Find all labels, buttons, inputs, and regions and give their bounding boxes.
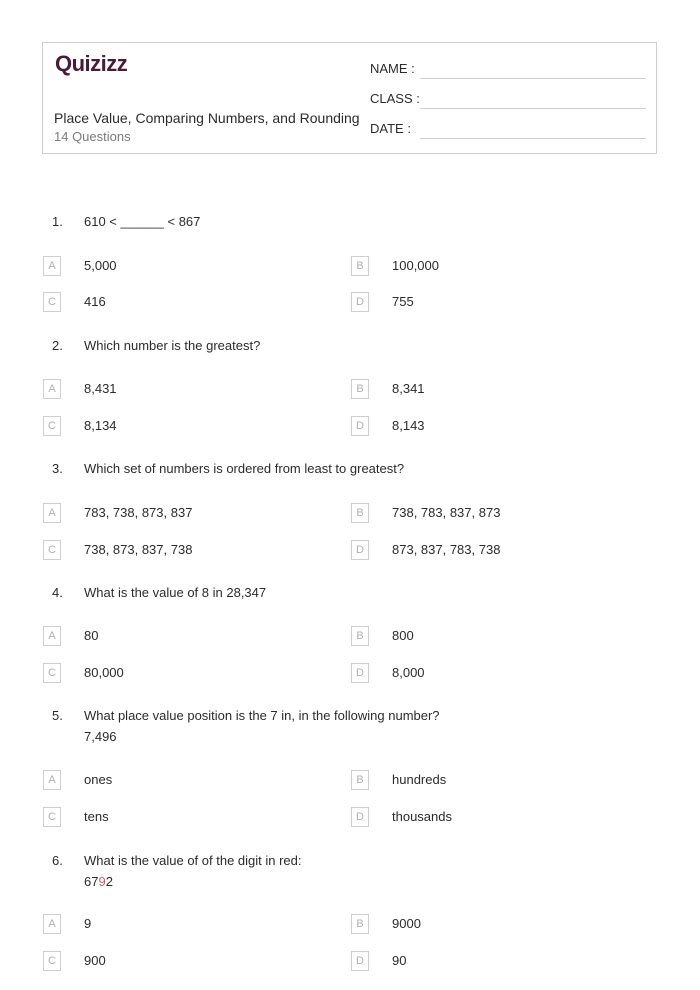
- worksheet-header: [42, 42, 657, 154]
- question-number: 6.: [52, 853, 63, 868]
- question-text: What is the value of 8 in 28,347: [84, 585, 267, 600]
- option-a-box: A: [43, 256, 61, 276]
- option-b-text: 100,000: [392, 258, 439, 273]
- option-a-box: A: [43, 503, 61, 523]
- option-b-box: B: [351, 503, 369, 523]
- option-c-text: 900: [84, 953, 106, 968]
- option-d-box: D: [351, 540, 369, 560]
- option-a-box: A: [43, 770, 61, 790]
- option-a-text: 9: [84, 916, 92, 931]
- worksheet-title: Place Value, Comparing Numbers, and Rounding: [54, 110, 360, 126]
- option-c-text: tens: [84, 809, 109, 824]
- name-line: [420, 78, 646, 79]
- option-c-box: C: [43, 807, 61, 827]
- question-text: 610 < ______ < 867: [84, 214, 201, 229]
- option-d-box: D: [351, 292, 369, 312]
- question-number-value: 7,496: [84, 729, 117, 744]
- option-d-text: 8,143: [392, 418, 425, 433]
- option-d-text: 90: [392, 953, 407, 968]
- red-digit: 9: [98, 874, 106, 889]
- date-line: [420, 138, 646, 139]
- question-number: 1.: [52, 214, 63, 229]
- option-a-box: A: [43, 914, 61, 934]
- question-number-value: [84, 874, 113, 889]
- option-a-text: 783, 738, 873, 837: [84, 505, 193, 520]
- option-a-text: 80: [84, 628, 99, 643]
- option-b-box: B: [351, 256, 369, 276]
- option-d-text: 755: [392, 294, 414, 309]
- option-b-box: B: [351, 626, 369, 646]
- option-b-text: 738, 783, 837, 873: [392, 505, 501, 520]
- option-b-box: B: [351, 379, 369, 399]
- option-d-text: 8,000: [392, 665, 425, 680]
- option-b-box: B: [351, 770, 369, 790]
- option-d-box: D: [351, 416, 369, 436]
- option-c-box: C: [43, 540, 61, 560]
- option-a-text: 5,000: [84, 258, 117, 273]
- digits-before: 67: [84, 874, 99, 889]
- option-a-text: ones: [84, 772, 113, 787]
- option-d-box: D: [351, 663, 369, 683]
- option-b-text: 9000: [392, 916, 421, 931]
- question-number: 2.: [52, 338, 63, 353]
- option-d-box: D: [351, 951, 369, 971]
- class-line: [420, 108, 646, 109]
- class-label: CLASS :: [370, 91, 420, 106]
- name-label: NAME :: [370, 61, 415, 76]
- option-c-box: C: [43, 951, 61, 971]
- question-number: 4.: [52, 585, 63, 600]
- option-d-text: 873, 837, 783, 738: [392, 542, 501, 557]
- option-a-box: A: [43, 379, 61, 399]
- option-b-text: 800: [392, 628, 414, 643]
- option-c-text: 416: [84, 294, 106, 309]
- digits-after: 2: [105, 874, 113, 889]
- date-label: DATE :: [370, 121, 411, 136]
- option-b-text: hundreds: [392, 772, 447, 787]
- question-number: 5.: [52, 708, 63, 723]
- option-d-box: D: [351, 807, 369, 827]
- question-number: 3.: [52, 461, 63, 476]
- option-b-text: 8,341: [392, 381, 425, 396]
- option-b-box: B: [351, 914, 369, 934]
- option-c-text: 80,000: [84, 665, 124, 680]
- option-c-box: C: [43, 292, 61, 312]
- option-c-text: 738, 873, 837, 738: [84, 542, 193, 557]
- question-text: Which number is the greatest?: [84, 338, 261, 353]
- option-c-box: C: [43, 416, 61, 436]
- option-c-box: C: [43, 663, 61, 683]
- option-a-box: A: [43, 626, 61, 646]
- question-text: What place value position is the 7 in, in the following number?: [84, 708, 440, 723]
- option-a-text: 8,431: [84, 381, 117, 396]
- question-text: What is the value of of the digit in red:: [84, 853, 302, 868]
- option-d-text: thousands: [392, 809, 452, 824]
- question-count: 14 Questions: [54, 129, 131, 144]
- option-c-text: 8,134: [84, 418, 117, 433]
- quizizz-logo: Quizizz: [55, 51, 128, 76]
- question-text: Which set of numbers is ordered from least to greatest?: [84, 461, 405, 476]
